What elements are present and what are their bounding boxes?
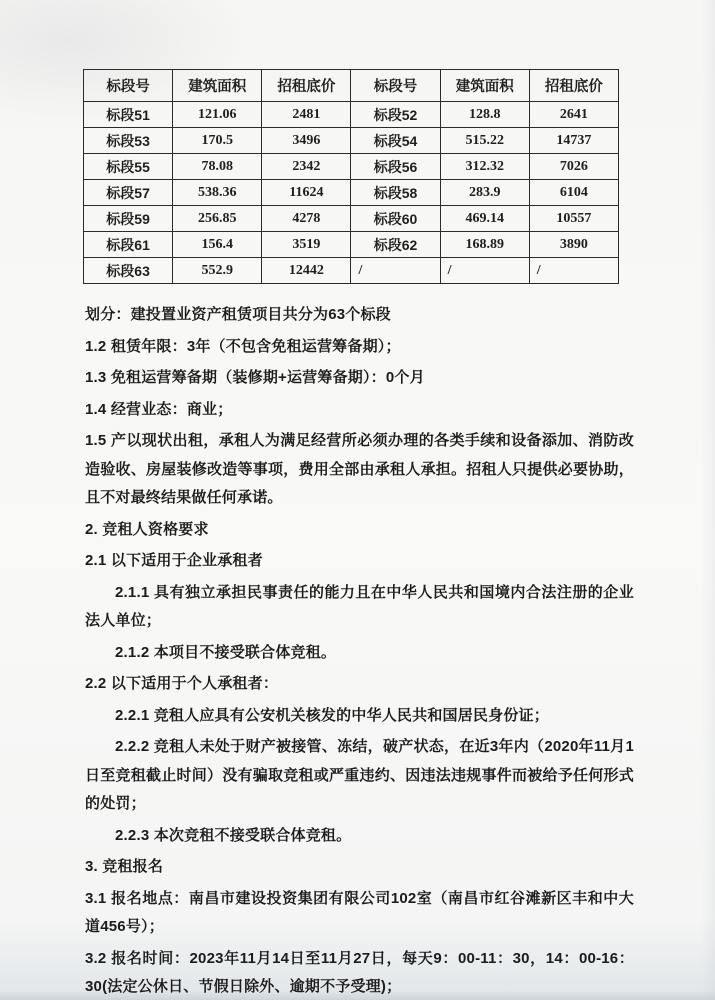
value-cell: 170.5 [173,128,262,154]
paragraph: 2.2 以下适用于个人承租者： [85,675,279,692]
value-cell: 14737 [529,128,618,154]
value-cell: 2342 [262,154,351,180]
paragraph: 2.1.2 本项目不接受联合体竞租。 [115,643,337,661]
value-cell: 552.9 [173,258,262,284]
paragraph: 1.2 租赁年限：3年（不包含免租运营筹备期）； [85,337,401,355]
table-row [84,180,619,206]
lot-number-cell: 标段59 [84,206,173,232]
value-cell: 3890 [529,232,618,258]
table-header-row [84,70,619,102]
value-cell: 7026 [529,154,618,180]
paragraph: 划分：建投置业资产租赁项目共分为63个标段 [85,306,391,323]
table-row [84,258,619,284]
lot-number-cell: 标段51 [84,102,173,128]
empty-cell: / [351,258,440,284]
value-cell: 128.8 [440,102,529,128]
value-cell: 6104 [529,180,618,206]
document-body-text [85,301,634,1000]
lease-lots-table-header [84,70,619,102]
column-header: 标段号 [351,70,440,102]
value-cell: 538.36 [173,180,262,206]
table-row [84,102,619,128]
value-cell: 121.06 [173,102,262,128]
lot-number-cell: 标段63 [84,258,173,284]
column-header: 招租底价 [529,70,618,102]
value-cell: 3496 [262,128,351,154]
lot-number-cell: 标段62 [351,232,440,258]
value-cell: 11624 [262,180,351,206]
value-cell: 12442 [262,258,351,284]
value-cell: 156.4 [173,232,262,258]
paragraph: 2.2.3 本次竞租不接受联合体竞租。 [115,826,352,844]
value-cell: 3519 [262,232,351,258]
paragraph: 2.2.2 竞租人未处于财产被接管、冻结，破产状态，在近3年内（2020年11月1日至竞租截止时间）没有骗取竞租或严重违约、因违法违规事件而被给予任何形式的处罚； [85,738,634,812]
value-cell: 168.89 [440,232,529,258]
lot-number-cell: 标段60 [351,206,440,232]
lease-lots-table [83,69,619,284]
value-cell: 312.32 [440,154,529,180]
lot-number-cell: 标段58 [351,180,440,206]
paragraph: 1.5 产以现状出租，承租人为满足经营所必须办理的各类手续和设备添加、消防改造验收、房屋装修改造等事项，费用全部由承租人承担。招租人只提供必要协助，且不对最终结果做任何承诺。 [85,432,634,506]
table-row [84,154,619,180]
value-cell: 515.22 [440,128,529,154]
lot-number-cell: 标段54 [351,128,440,154]
value-cell: 2481 [262,102,351,128]
column-header: 建筑面积 [173,70,262,102]
value-cell: 283.9 [440,180,529,206]
paragraph: 3.2 报名时间：2023年11月14日至11月27日，每天9：00-11：30，14：00-16：30(法定公休日、节假日除外、逾期不予受理)； [85,949,634,995]
empty-cell: / [440,258,529,284]
paragraph: 2.2.1 竞租人应具有公安机关核发的中华人民共和国居民身份证； [115,706,549,724]
table-row [84,232,619,258]
value-cell: 469.14 [440,206,529,232]
lot-number-cell: 标段53 [84,128,173,154]
table-row [84,206,619,232]
paragraph: 2.1.1 具有独立承担民事责任的能力且在中华人民共和国境内合法注册的企业法人单位； [85,583,634,629]
lot-number-cell: 标段56 [351,154,440,180]
lot-number-cell: 标段55 [84,154,173,180]
value-cell: 78.08 [173,154,262,180]
lot-number-cell: 标段52 [351,102,440,128]
paragraph: 1.4 经营业态：商业； [85,400,233,418]
paragraph: 3. 竞租报名 [85,858,164,875]
paragraph: 3.1 报名地点：南昌市建设投资集团有限公司102室（南昌市红谷滩新区丰和中大道456号）； [85,889,634,935]
lot-number-cell: 标段57 [84,180,173,206]
value-cell: 4278 [262,206,351,232]
lot-number-cell: 标段61 [84,232,173,258]
table-row [84,128,619,154]
column-header: 建筑面积 [440,70,529,102]
paragraph: 1.3 免租运营筹备期（装修期+运营筹备期）：0个月 [85,369,425,386]
paragraph: 2. 竞租人资格要求 [85,520,209,538]
paragraph: 2.1 以下适用于企业承租者 [85,552,263,569]
value-cell: 10557 [529,206,618,232]
empty-cell: / [529,258,618,284]
column-header: 标段号 [84,70,173,102]
value-cell: 256.85 [173,206,262,232]
column-header: 招租底价 [262,70,351,102]
value-cell: 2641 [529,102,618,128]
lease-lots-table-body [84,102,619,284]
